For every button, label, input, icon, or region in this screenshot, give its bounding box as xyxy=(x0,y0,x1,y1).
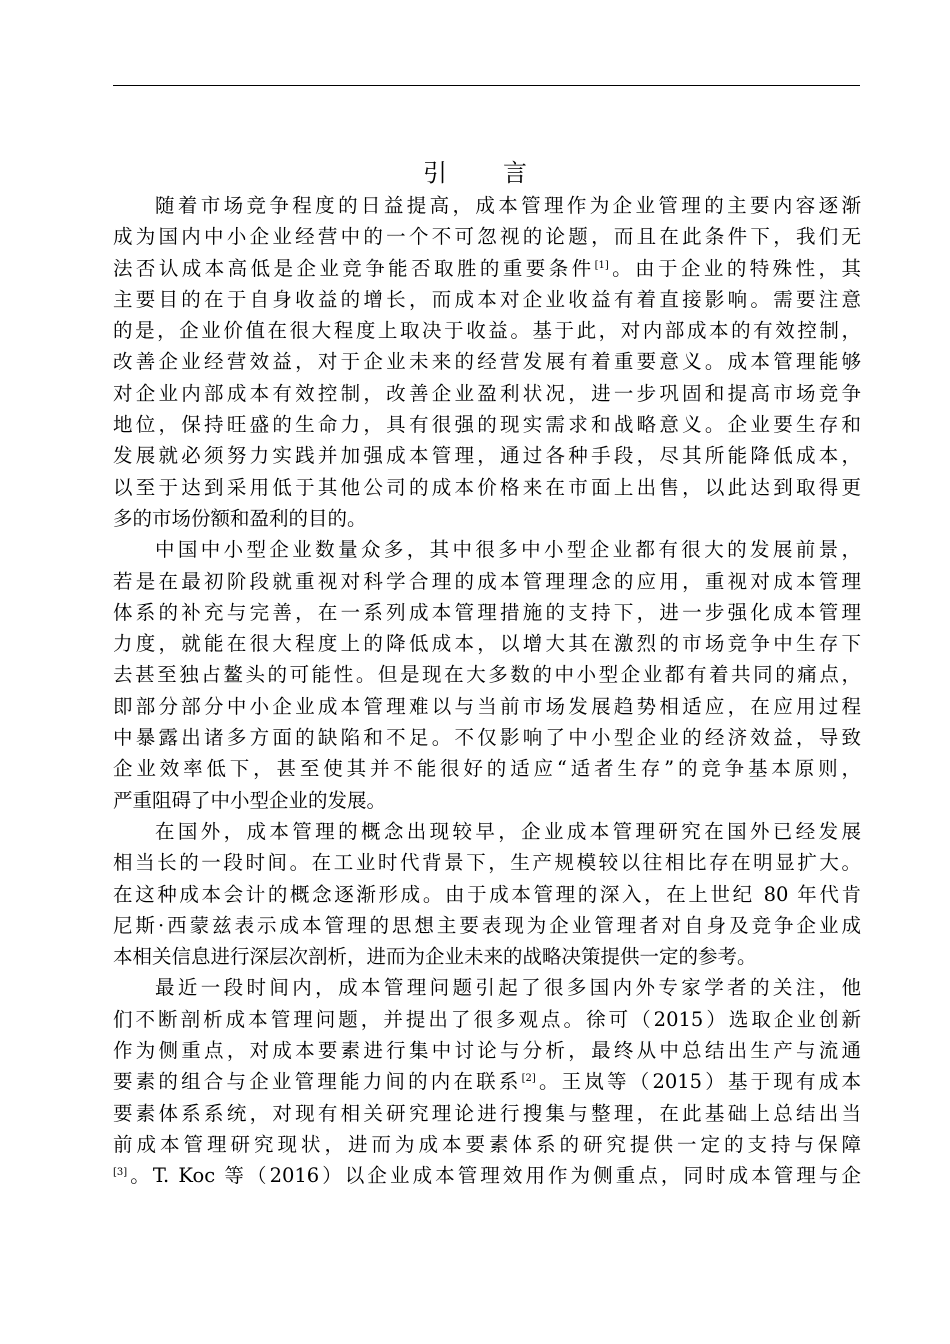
text-line xyxy=(113,879,861,910)
text-line xyxy=(113,1160,861,1191)
text-line xyxy=(113,941,861,972)
text-segment: 以至于达到采用低于其他公司的成本价格来在市面上出售，以此达到取得更 xyxy=(113,475,861,499)
text-segment: 本相关信息进行深层次剖析，进而为企业未来的战略决策提供一定的参考。 xyxy=(113,945,757,969)
text-line xyxy=(113,378,861,409)
text-line xyxy=(113,628,861,659)
text-segment: 去甚至独占鳌头的可能性。但是现在大多数的中小型企业都有着共同的痛点， xyxy=(113,663,861,687)
text-segment: 相当长的一段时间。在工业时代背景下，生产规模较以往相比存在明显扩大。 xyxy=(113,851,861,875)
text-line xyxy=(113,785,861,816)
text-segment: 成为国内中小企业经营中的一个不可忽视的论题，而且在此条件下，我们无 xyxy=(113,225,861,249)
text-line xyxy=(113,847,861,878)
text-segment: 。王岚等（2015）基于现有成本 xyxy=(535,1070,861,1094)
text-segment: 在这种成本会计的概念逐渐形成。由于成本管理的深入，在上世纪 80 年代肯 xyxy=(113,882,861,906)
text-segment: 要素的组合与企业管理能力间的内在联系 xyxy=(113,1070,522,1094)
citation-marker: [2] xyxy=(521,1073,536,1085)
text-segment: 发展就必须努力实践并加强成本管理，通过各种手段，尽其所能降低成本， xyxy=(113,444,861,468)
text-segment: 中暴露出诸多方面的缺陷和不足。不仅影响了中小型企业的经济效益，导致 xyxy=(113,726,861,750)
text-segment: 要素体系系统，对现有相关研究理论进行搜集与整理，在此基础上总结出当 xyxy=(113,1101,861,1125)
text-line xyxy=(113,659,861,690)
text-segment: 前成本管理研究现状，进而为成本要素体系的研究提供一定的支持与保障 xyxy=(113,1132,861,1156)
text-segment: 随着市场竞争程度的日益提高，成本管理作为企业管理的主要内容逐渐 xyxy=(155,194,861,217)
text-segment: 最近一段时间内，成本管理问题引起了很多国内外专家学者的关注，他 xyxy=(155,976,861,1000)
text-segment: 。T. Koc 等（2016）以企业成本管理效用作为侧重点，同时成本管理与企 xyxy=(127,1164,861,1188)
citation-marker: [3] xyxy=(113,1167,128,1179)
text-segment: 在国外，成本管理的概念出现较早，企业成本管理研究在国外已经发展 xyxy=(155,819,861,843)
text-segment: 。由于企业的特殊性，其 xyxy=(608,256,861,280)
title-char-right: 言 xyxy=(503,159,527,187)
text-segment: 改善企业经营效益，对于企业未来的经营发展有着重要意义。成本管理能够 xyxy=(113,350,861,374)
text-line xyxy=(113,1129,861,1160)
text-line xyxy=(113,566,861,597)
text-segment: 严重阻碍了中小型企业的发展。 xyxy=(113,788,387,812)
text-segment: 对企业内部成本有效控制，改善企业盈利状况，进一步巩固和提高市场竞争 xyxy=(113,381,861,405)
text-line xyxy=(113,221,861,252)
text-segment: 地位，保持旺盛的生命力，具有很强的现实需求和战略意义。企业要生存和 xyxy=(113,413,861,437)
text-line xyxy=(113,972,861,1003)
text-segment: 们不断剖析成本管理问题，并提出了很多观点。徐可（2015）选取企业创新 xyxy=(113,1007,861,1031)
text-segment: 体系的补充与完善，在一系列成本管理措施的支持下，进一步强化成本管理 xyxy=(113,600,861,624)
text-segment: 的是，企业价值在很大程度上取决于收益。基于此，对内部成本的有效控制， xyxy=(113,319,861,343)
text-line xyxy=(113,1098,861,1129)
text-segment: 多的市场份额和盈利的目的。 xyxy=(113,506,367,530)
text-line xyxy=(113,722,861,753)
text-line xyxy=(113,190,861,221)
text-line xyxy=(113,1035,861,1066)
text-line xyxy=(113,1004,861,1035)
text-segment: 若是在最初阶段就重视对科学合理的成本管理理念的应用，重视对成本管理 xyxy=(113,569,861,593)
text-line xyxy=(113,315,861,346)
text-line xyxy=(113,691,861,722)
text-segment: 中国中小型企业数量众多，其中很多中小型企业都有很大的发展前景， xyxy=(155,538,861,562)
text-segment: 即部分部分中小企业成本管理难以与当前市场发展趋势相适应，在应用过程 xyxy=(113,694,861,718)
text-segment: 企业效率低下，甚至使其并不能很好的适应“适者生存”的竞争基本原则， xyxy=(113,757,861,781)
section-title xyxy=(0,158,950,188)
text-segment: 主要目的在于自身收益的增长，而成本对企业收益有着直接影响。需要注意 xyxy=(113,287,861,311)
text-line xyxy=(113,409,861,440)
text-line xyxy=(113,753,861,784)
text-line xyxy=(113,472,861,503)
text-line xyxy=(113,597,861,628)
text-line xyxy=(113,346,861,377)
header-rule xyxy=(113,85,860,86)
text-segment: 法否认成本高低是企业竞争能否取胜的重要条件 xyxy=(113,256,595,280)
text-line xyxy=(113,534,861,565)
text-line xyxy=(113,440,861,471)
text-line xyxy=(113,910,861,941)
title-char-left: 引 xyxy=(423,159,447,187)
body-text xyxy=(113,190,861,1192)
text-line xyxy=(113,816,861,847)
text-segment: 尼斯·西蒙兹表示成本管理的思想主要表现为企业管理者对自身及竞争企业成 xyxy=(113,913,861,937)
text-line xyxy=(113,253,861,284)
citation-marker: [1] xyxy=(594,259,609,271)
text-line xyxy=(113,1066,861,1097)
text-line xyxy=(113,503,861,534)
text-segment: 作为侧重点，对成本要素进行集中讨论与分析，最终从中总结出生产与流通 xyxy=(113,1039,861,1063)
text-line xyxy=(113,284,861,315)
text-segment: 力度，就能在很大程度上的降低成本，以增大其在激烈的市场竞争中生存下 xyxy=(113,632,861,656)
